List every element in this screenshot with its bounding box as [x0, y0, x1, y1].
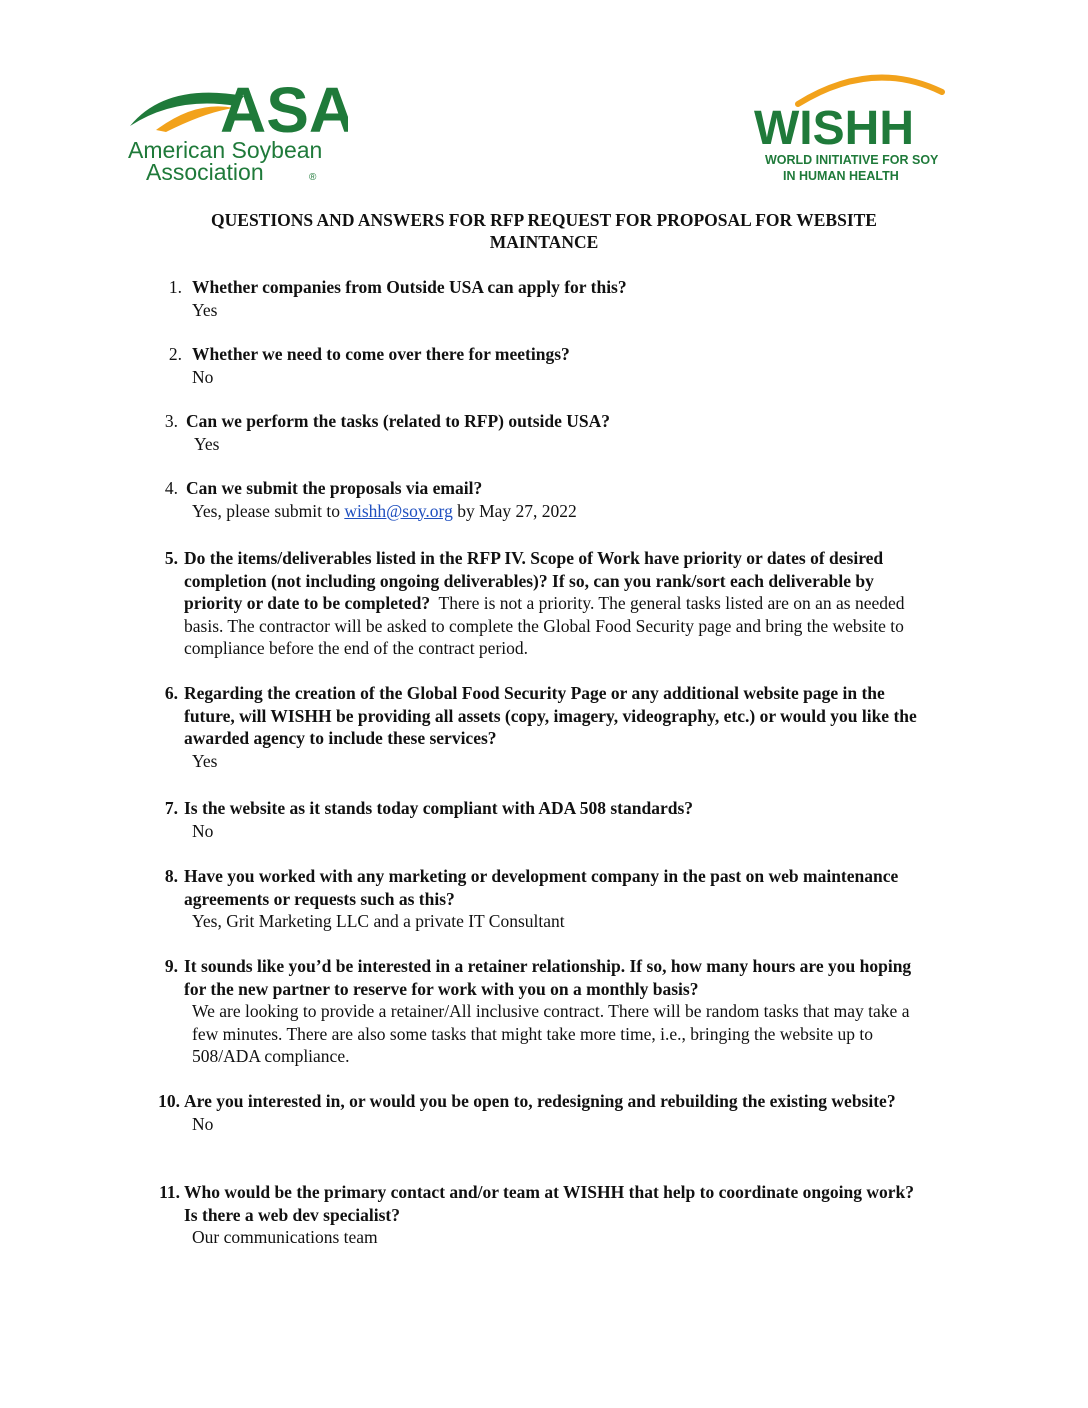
answer-9: We are looking to provide a retainer/All inclusive contract. There will be random tasks that may take a few minutes. There are also some tasks that might take more time, i.e., bringing the website up to 508/ADA compliance. — [192, 1001, 910, 1066]
asa-line2: Association — [146, 159, 264, 182]
title-line-1: QUESTIONS AND ANSWERS FOR RFP REQUEST FOR PROPOSAL FOR WEBSITE — [211, 210, 877, 230]
qa-5-text — [184, 547, 924, 660]
qa-item-8 — [164, 865, 924, 933]
asa-registered: ® — [309, 172, 317, 182]
asa-logo — [126, 70, 348, 182]
wishh-arc — [798, 78, 942, 104]
qa-item-9 — [164, 955, 924, 1068]
answer-4 — [186, 500, 906, 523]
wishh-mark: WISHH — [754, 102, 914, 155]
answer-11: Our communications team — [192, 1227, 378, 1247]
qa-item-3 — [164, 410, 906, 455]
wishh-line2: IN HUMAN HEALTH — [783, 169, 899, 182]
qa-item-4 — [164, 477, 906, 522]
title-line-2: MAINTANCE — [489, 232, 599, 252]
item-number: 6. — [164, 683, 178, 703]
question-6: Regarding the creation of the Global Food Security Page or any additional website page in the future, will WISHH be providing all assets (copy, imagery, videography, etc.) or would you like the awarded agency to include these services? — [184, 683, 917, 748]
item-number: 11. — [159, 1182, 180, 1202]
answer-10: No — [192, 1113, 214, 1134]
question-8: Have you worked with any marketing or development company in the past on web maintenance agreements or requests such as this? — [184, 866, 899, 909]
qa-item-7 — [164, 797, 924, 842]
answer-5: There is not a priority. The general tasks listed are on an as needed basis. The contractor will be asked to complete the Global Food Security page and bring the website to compliance before the end of the contract period. — [184, 593, 905, 658]
item-number: 1. — [168, 277, 182, 297]
question-7: Is the website as it stands today compliant with ADA 508 standards? — [184, 798, 694, 818]
question-10: Are you interested in, or would you be open to, redesigning and rebuilding the existing website? — [184, 1091, 896, 1111]
question-9: It sounds like you’d be interested in a retainer relationship. If so, how many hours are you hoping for the new partner to reserve for work with you on a monthly basis? — [184, 956, 912, 999]
email-link[interactable]: wishh@soy.org — [344, 500, 453, 521]
question-5: Do the items/deliverables listed in the RFP IV. Scope of Work have priority or dates of desired completion (not including ongoing deliverables)? If so, can you rank/sort each deliverable by priority or date to be completed? — [184, 548, 884, 613]
wishh-logo — [752, 64, 956, 182]
question-2: Whether we need to come over there for meetings? — [192, 344, 570, 364]
item-number: 2. — [168, 344, 182, 364]
item-number: 7. — [164, 798, 178, 818]
answer-2: No — [192, 366, 214, 387]
answer-6: Yes — [192, 750, 218, 771]
question-1: Whether companies from Outside USA can apply for this? — [192, 277, 627, 297]
answer-7: No — [192, 820, 214, 841]
document-title — [150, 209, 938, 253]
answer-3: Yes — [194, 433, 220, 454]
answer-4-pre: Yes, please submit to — [192, 500, 345, 521]
asa-mark: ASA — [220, 74, 348, 146]
question-11: Who would be the primary contact and/or team at WISHH that help to coordinate ongoing work? Is there a web dev specialist? — [184, 1182, 914, 1225]
item-number: 9. — [164, 956, 178, 976]
item-number: 10. — [158, 1091, 180, 1111]
qa-item-6 — [164, 682, 924, 772]
answer-8: Yes, Grit Marketing LLC and a private IT Consultant — [192, 911, 565, 931]
qa-item-10 — [158, 1090, 924, 1135]
answer-1: Yes — [192, 299, 218, 320]
qa-item-2 — [168, 343, 912, 388]
item-number: 8. — [164, 866, 178, 886]
qa-item-1 — [168, 276, 912, 321]
item-number: 3. — [164, 411, 178, 431]
question-4: Can we submit the proposals via email? — [186, 478, 483, 498]
qa-item-5 — [164, 547, 924, 660]
asa-line1: American Soybean — [128, 137, 323, 163]
question-3: Can we perform the tasks (related to RFP) outside USA? — [186, 411, 610, 431]
qa-item-11 — [159, 1181, 924, 1249]
answer-4-post: by May 27, 2022 — [452, 500, 577, 521]
item-number: 5. — [164, 548, 178, 568]
item-number: 4. — [164, 478, 178, 498]
wishh-line1: WORLD INITIATIVE FOR SOY — [765, 153, 939, 167]
